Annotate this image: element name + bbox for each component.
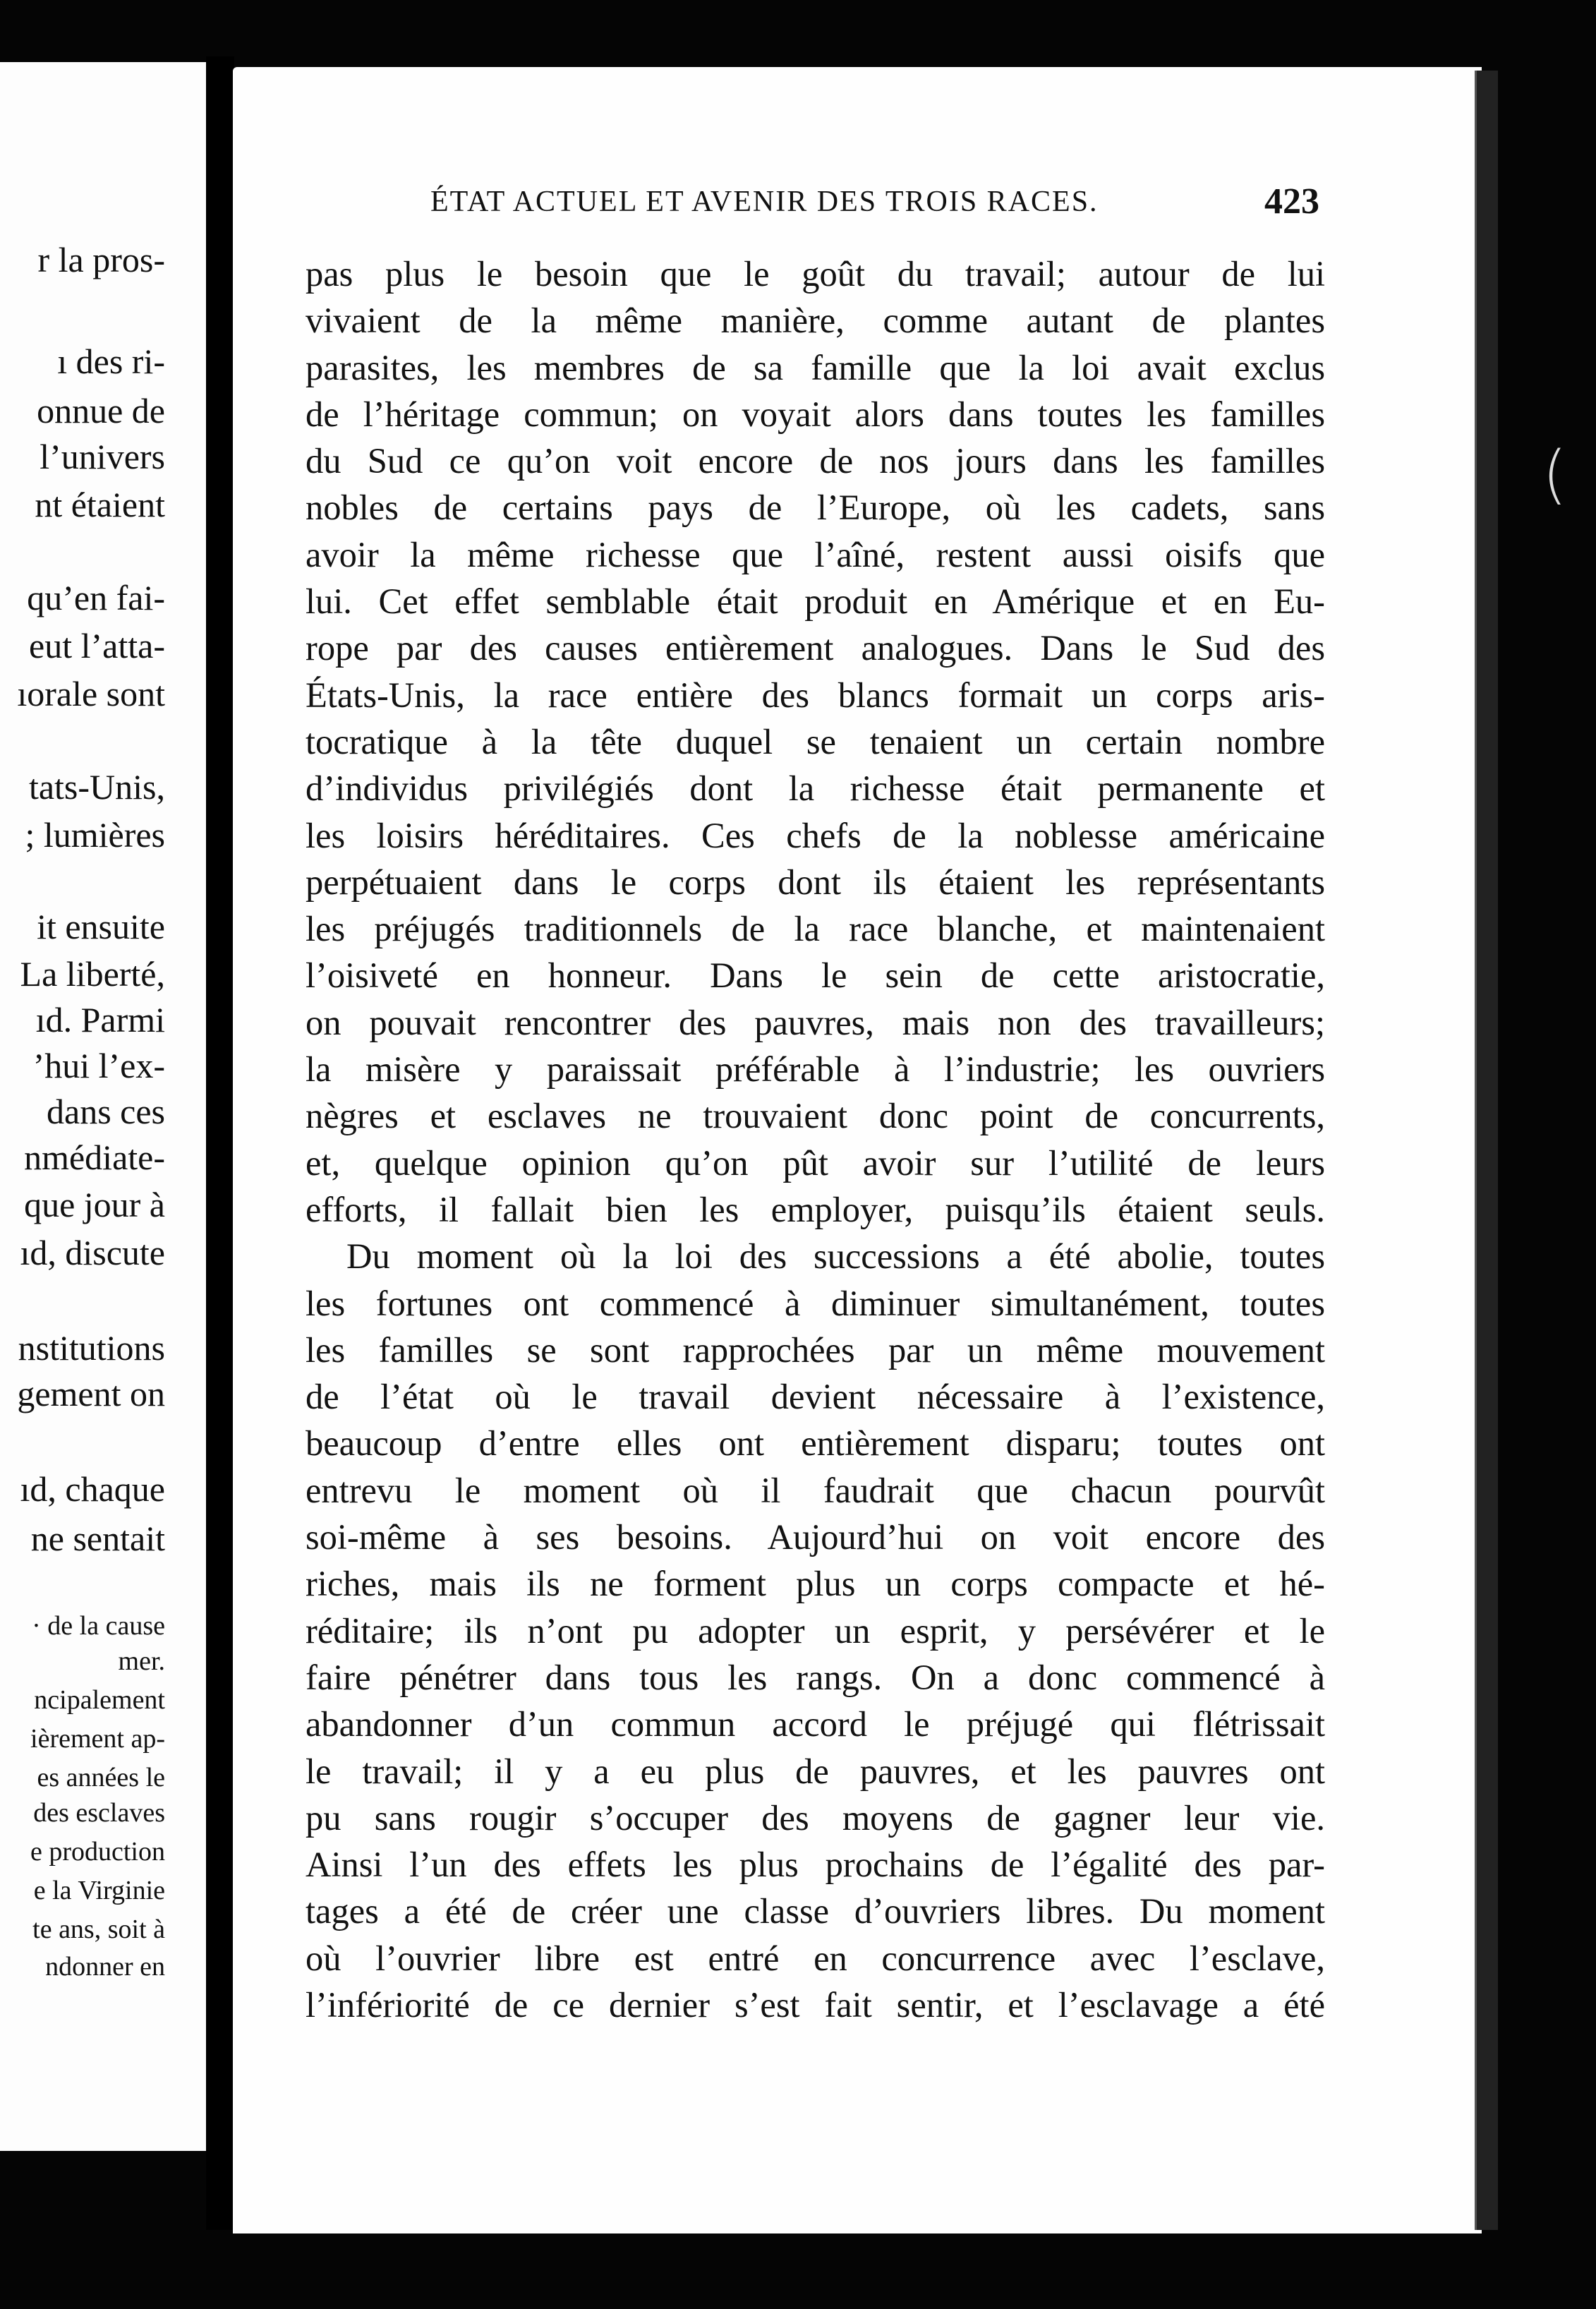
book-gutter [206, 56, 234, 2230]
left-page-line: ıd, chaque [20, 1469, 165, 1509]
left-page-line: dans ces [47, 1092, 165, 1131]
running-head [430, 181, 1319, 227]
left-page-line: ndonner en [45, 1952, 165, 1982]
text-line: réditaire; ils n’ont pu adopter un esprit, y persévérer et le [306, 1610, 1325, 1651]
text-line: beaucoup d’entre elles ont entièrement disparu; toutes ont [306, 1423, 1325, 1464]
left-page-line: ı des ri- [57, 342, 165, 381]
left-page-line: La liberté, [20, 954, 165, 994]
left-page-line: ne sentait [30, 1519, 165, 1558]
text-line: vivaient de la même manière, comme autant de plantes [306, 301, 1325, 341]
left-page-line: e la Virginie [33, 1876, 165, 1905]
text-line: les préjugés traditionnels de la race blanche, et maintenaient [306, 909, 1325, 949]
text-line: abandonner d’un commun accord le préjugé qui flétrissait [306, 1704, 1325, 1744]
text-line: l’infériorité de ce dernier s’est fait sentir, et l’esclavage a été [306, 1984, 1325, 2025]
text-line: perpétuaient dans le corps dont ils étaient les représentants [306, 862, 1325, 902]
text-line: nobles de certains pays de l’Europe, où les cadets, sans [306, 488, 1325, 528]
text-line: où l’ouvrier libre est entré en concurrence avec l’esclave, [306, 1938, 1325, 1978]
text-line: riches, mais ils ne forment plus un corps compacte et hé- [306, 1564, 1325, 1604]
text-line: on pouvait rencontrer des pauvres, mais non des travailleurs; [306, 1002, 1325, 1042]
text-line: tages a été de créer une classe d’ouvriers libres. Du moment [306, 1891, 1325, 1931]
text-line: et, quelque opinion qu’on pût avoir sur l’utilité de leurs [306, 1143, 1325, 1183]
body-text [306, 251, 1325, 2028]
left-page-line: · de la cause [32, 1611, 165, 1641]
text-line: rope par des causes entièrement analogues. Dans le Sud des [306, 628, 1325, 668]
left-page-line: eut l’atta- [29, 626, 165, 665]
text-line: de l’état où le travail devient nécessaire à l’existence, [306, 1377, 1325, 1417]
left-page-line: qu’en fai- [27, 578, 165, 617]
left-page-line: l’univers [40, 437, 165, 476]
text-line: soi-même à ses besoins. Aujourd’hui on voit encore des [306, 1517, 1325, 1557]
left-page-line: des esclaves [33, 1798, 165, 1828]
text-line: lui. Cet effet semblable était produit en Amérique et en Eu- [306, 581, 1325, 622]
left-page-line: ıd, discute [20, 1233, 165, 1272]
text-line: Du moment où la loi des successions a été abolie, toutes [346, 1236, 1325, 1277]
text-line: entrevu le moment où il faudrait que chacun pourvût [306, 1470, 1325, 1510]
left-page-line: es années le [37, 1763, 165, 1792]
left-page-line: ; lumières [25, 815, 165, 855]
text-line: parasites, les membres de sa famille que la loi avait exclus [306, 347, 1325, 387]
left-page-line: ’hui l’ex- [32, 1046, 165, 1085]
text-line: les familles se sont rapprochées par un même mouvement [306, 1330, 1325, 1370]
left-page-line: r la pros- [37, 240, 165, 279]
text-line: efforts, il fallait bien les employer, puisqu’ils étaient seuls. [306, 1189, 1325, 1229]
text-line: l’oisiveté en honneur. Dans le sein de cette aristocratie, [306, 955, 1325, 996]
left-page-line: ıd. Parmi [35, 1000, 165, 1039]
text-line: du Sud ce qu’on voit encore de nos jours dans les familles [306, 441, 1325, 481]
left-page-line: onnue de [37, 391, 165, 430]
left-page-line: nmédiate- [24, 1138, 165, 1177]
left-page-line: e production [30, 1837, 165, 1867]
left-page-line: gement on [17, 1374, 165, 1413]
left-page-fragment [0, 62, 212, 2151]
text-line: le travail; il y a eu plus de pauvres, et les pauvres ont [306, 1751, 1325, 1791]
text-line: de l’héritage commun; on voyait alors dans toutes les familles [306, 394, 1325, 434]
text-line: pu sans rougir s’occuper des moyens de gagner leur vie. [306, 1797, 1325, 1838]
text-line: les loisirs héréditaires. Ces chefs de la noblesse américaine [306, 815, 1325, 855]
left-page-line: que jour à [24, 1185, 165, 1224]
text-line: d’individus privilégiés dont la richesse était permanente et [306, 768, 1325, 809]
left-page-line: nt étaient [35, 485, 165, 524]
left-page-line: ıorale sont [17, 674, 165, 713]
text-line: avoir la même richesse que l’aîné, restent aussi oisifs que [306, 534, 1325, 574]
text-line: faire pénétrer dans tous les rangs. On a donc commencé à [306, 1657, 1325, 1697]
left-page-line: ièrement ap- [30, 1724, 165, 1754]
text-line: tocratique à la tête duquel se tenaient un certain nombre [306, 721, 1325, 761]
left-page-line: te ans, soit à [32, 1915, 165, 1944]
text-line: la misère y paraissait préférable à l’industrie; les ouvriers [306, 1049, 1325, 1090]
text-line: pas plus le besoin que le goût du travail; autour de lui [306, 254, 1325, 294]
running-head-title: ÉTAT ACTUEL ET AVENIR DES TROIS RACES. [430, 186, 1099, 218]
left-page-line: mer. [118, 1646, 165, 1676]
left-page-line: nstitutions [18, 1328, 165, 1368]
page-number: 423 [1264, 181, 1319, 222]
text-line: nègres et esclaves ne trouvaient donc point de concurrents, [306, 1096, 1325, 1136]
left-page-line: it ensuite [37, 907, 165, 946]
edge-mark: ( [1542, 438, 1568, 512]
page-edge [1475, 71, 1498, 2230]
text-line: États-Unis, la race entière des blancs formait un corps aris- [306, 675, 1325, 715]
text-line: les fortunes ont commencé à diminuer simultanément, toutes [306, 1283, 1325, 1323]
text-line: Ainsi l’un des effets les plus prochains de l’égalité des par- [306, 1845, 1325, 1885]
left-page-line: ncipalement [34, 1685, 165, 1715]
left-page-line: tats-Unis, [28, 767, 165, 807]
